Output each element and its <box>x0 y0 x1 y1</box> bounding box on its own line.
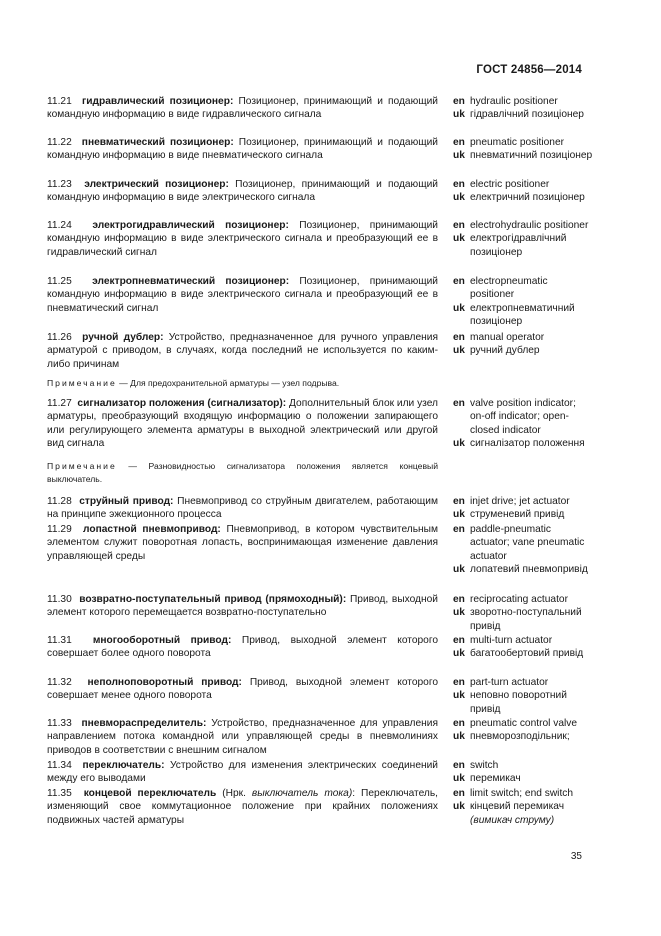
term-entry-11-27: 11.27 сигнализатор положения (сигнализатор): Дополнительный блок или узел арматуры, преобразующий входящую информацию о положении запирающего или регулирующего элемента арматуры в выходной электрический или другой вид сигнала <box>47 398 438 450</box>
term-entry-11-34: 11.34 переключатель: Устройство для изменения электрических соединений между его выводами <box>47 760 438 785</box>
term-entry-11-32: 11.32 неполноповоротный привод: Привод, выходной элемент которого совершает менее одного поворота <box>47 677 438 702</box>
term-entry-11-35: 11.35 концевой переключатель (Нрк. выключатель тока): Переключатель, изменяющий свое коммутационное положение при крайних положениях подвижных частей арматуры <box>47 788 438 826</box>
term-entry-11-22: 11.22 пневматический позиционер: Позиционер, принимающий и подающий командную информацию в виде пневматического сигнала <box>47 137 438 162</box>
term-translations-11-31: en multi-turn actuator uk багатообертовий привід <box>453 635 584 660</box>
term-entry-11-31: 11.31 многооборотный привод: Привод, выходной элемент которого совершает более одного поворота <box>47 635 438 660</box>
term-translations-11-30: en reciprocating actuator uk зворотно-поступальний привід <box>453 594 582 632</box>
term-entry-11-33: 11.33 пневмораспределитель: Устройство, предназначенное для управления направлением потока командной или управляющей среды в пневмолиниях приводов в соответствии с внешним сигналом <box>47 718 438 756</box>
term-translations-11-23: en electric positioner uk електричний позиціонер <box>453 179 585 204</box>
term-entry-11-26: 11.26 ручной дублер: Устройство, предназначенное для ручного управления арматурой с приводом, в случаях, когда последний не используется по каким-либо причинам <box>47 332 438 370</box>
term-entry-11-29: 11.29 лопастной пневмопривод: Пневмопривод, в котором чувствительным элементом служит поворотная лопасть, воспринимающая изменение давления управляющей среды <box>47 524 438 562</box>
term-translations-11-35: en limit switch; end switch uk кінцевий перемикач (вимикач струму) <box>453 788 574 826</box>
term-entry-11-25: 11.25 электропневматический позиционер: Позиционер, принимающий командную информацию в виде электрического сигнала и преобразующий ее в пневматический сигнал <box>47 276 438 314</box>
term-translations-11-28: en injet drive; jet actuator uk струменевий привід <box>453 496 570 521</box>
term-translations-11-26: en manual operator uk ручний дублер <box>453 332 545 357</box>
note-11-27: Примечание — Разновидностью сигнализатора положения является концевый выключатель. <box>47 461 438 484</box>
term-entry-11-24: 11.24 электрогидравлический позиционер: Позиционер, принимающий командную информацию в виде электрического сигнала и преобразующий ее в гидравлический сигнал <box>47 220 438 258</box>
term-entry-11-23: 11.23 электрический позиционер: Позиционер, принимающий и подающий командную информацию в виде электрического сигнала <box>47 179 438 204</box>
term-translations-11-21: en hydraulic positioner uk гідравлічний позиціонер <box>453 96 584 121</box>
term-entry-11-28: 11.28 струйный привод: Пневмопривод со струйным двигателем, работающим на принципе эжекционного процесса <box>47 496 438 521</box>
term-translations-11-29: en paddle-pneumatic actuator; vane pneumatic actuator uk лопатевий пневмопривід <box>453 524 588 576</box>
term-translations-11-25: en electropneumatic positioner uk електропневматичний позиціонер <box>453 276 575 328</box>
term-entry-11-30: 11.30 возвратно-поступательный привод (прямоходный): Привод, выходной элемент которого перемещается возвратно-поступательно <box>47 594 438 619</box>
term-translations-11-27: en valve position indicator; on-off indicator; open-closed indicator uk сигналізатор положення <box>453 398 585 450</box>
term-translations-11-24: en electrohydraulic positioner uk електрогідравлічний позиціонер <box>453 220 589 258</box>
term-translations-11-22: en pneumatic positioner uk пневматичний позиціонер <box>453 137 593 162</box>
document-code: ГОСТ 24856—2014 <box>476 64 582 76</box>
term-translations-11-33: en pneumatic control valve uk пневморозподільник; <box>453 718 578 743</box>
term-entry-11-21: 11.21 гидравлический позиционер: Позиционер, принимающий и подающий командную информацию в виде гидравлического сигнала <box>47 96 438 121</box>
term-translations-11-32: en part-turn actuator uk неповно поворотний привід <box>453 677 567 715</box>
term-translations-11-34: en switch uk перемикач <box>453 760 521 785</box>
note-11-26: Примечание — Для предохранительной арматуры — узел подрыва. <box>47 378 340 388</box>
page-number: 35 <box>570 851 582 862</box>
